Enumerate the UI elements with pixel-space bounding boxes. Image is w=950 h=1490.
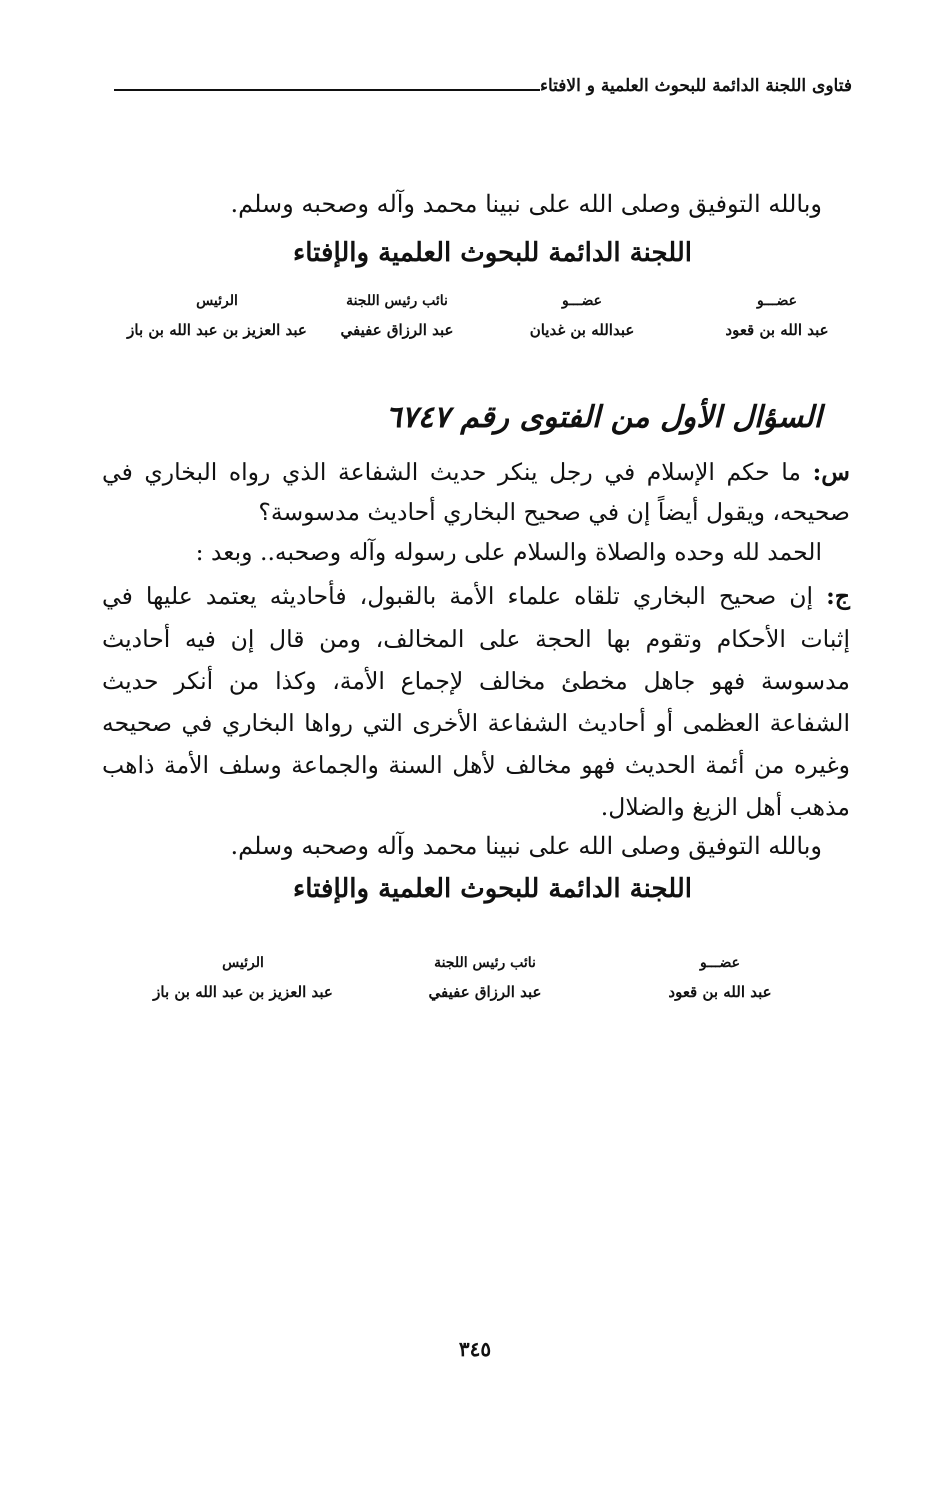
signature-name: عبد الرزاق عفيفي (428, 983, 542, 1001)
question-text: ما حكم الإسلام في رجل ينكر حديث الشفاعة الذي رواه البخاري في (102, 458, 802, 486)
fatwa-title: السؤال الأول من الفتوى رقم ٦٧٤٧ (385, 400, 822, 435)
signature-chair-top (122, 293, 312, 339)
closing-line-top: وبالله التوفيق وصلى الله على نبينا محمد وآله وصحبه وسلم. (230, 190, 822, 218)
signature-role: عضـــو (756, 293, 798, 309)
answer-line-5: وغيره من أئمة الحديث فهو مخالف لأهل السنة والجماعة وسلف الأمة ذاهب (102, 751, 851, 779)
question-label: س: (812, 458, 850, 486)
signature-name: عبد الله بن قعود (725, 321, 829, 339)
header-rule (114, 89, 540, 91)
signature-vice-chair-top (332, 293, 462, 339)
question-line-1 (102, 458, 850, 486)
answer-line-3: مدسوسة فهو جاهل مخطئ مخالف لإجماع الأمة، وكذا من أنكر حديث (102, 667, 850, 695)
answer-line-6: مذهب أهل الزيغ والضلال. (600, 793, 850, 821)
answer-line-2: إثبات الأحكام وتقوم بها الحجة على المخالف، ومن قال إن فيه أحاديث (102, 625, 850, 653)
committee-name-bottom: اللجنة الدائمة للبحوث العلمية والإفتاء (293, 874, 692, 904)
signature-name: عبد العزيز بن عبد الله بن باز (127, 321, 307, 339)
answer-label: ج: (826, 582, 850, 610)
signature-role: عضـــو (699, 955, 741, 971)
page-number: ٣٤٥ (458, 1337, 492, 1361)
signature-role: الرئيس (196, 293, 238, 309)
signature-vice-chair-bottom (410, 955, 560, 1001)
signature-member-1-top (722, 293, 832, 339)
signature-role: نائب رئيس اللجنة (346, 293, 448, 309)
closing-line-bottom: وبالله التوفيق وصلى الله على نبينا محمد وآله وصحبه وسلم. (230, 832, 822, 860)
signature-name: عبد الرزاق عفيفي (340, 321, 454, 339)
signature-member-bottom (650, 955, 790, 1001)
committee-name-top: اللجنة الدائمة للبحوث العلمية والإفتاء (293, 238, 692, 268)
signature-name: عبد العزيز بن عبد الله بن باز (153, 983, 333, 1001)
signature-name: عبد الله بن قعود (668, 983, 772, 1001)
fatwa-intro: الحمد لله وحده والصلاة والسلام على رسوله وآله وصحبه.. وبعد : (195, 538, 822, 566)
question-line-2: صحيحه، ويقول أيضاً إن في صحيح البخاري أحاديث مدسوسة؟ (258, 498, 850, 526)
header-title: فتاوى اللجنة الدائمة للبحوث العلمية و الافتاء (540, 76, 852, 96)
signature-role: الرئيس (222, 955, 264, 971)
answer-line-4: الشفاعة العظمى أو أحاديث الشفاعة الأخرى التي رواها البخاري في صحيحه (102, 709, 850, 737)
signature-role: نائب رئيس اللجنة (434, 955, 536, 971)
signature-chair-bottom (138, 955, 348, 1001)
answer-line-1 (102, 582, 850, 610)
signature-name: عبدالله بن غديان (529, 321, 635, 339)
signature-role: عضـــو (561, 293, 603, 309)
running-header (114, 76, 852, 96)
answer-text: إن صحيح البخاري تلقاه علماء الأمة بالقبول، فأحاديثه يعتمد عليها في (102, 582, 814, 610)
signature-member-2-top (522, 293, 642, 339)
